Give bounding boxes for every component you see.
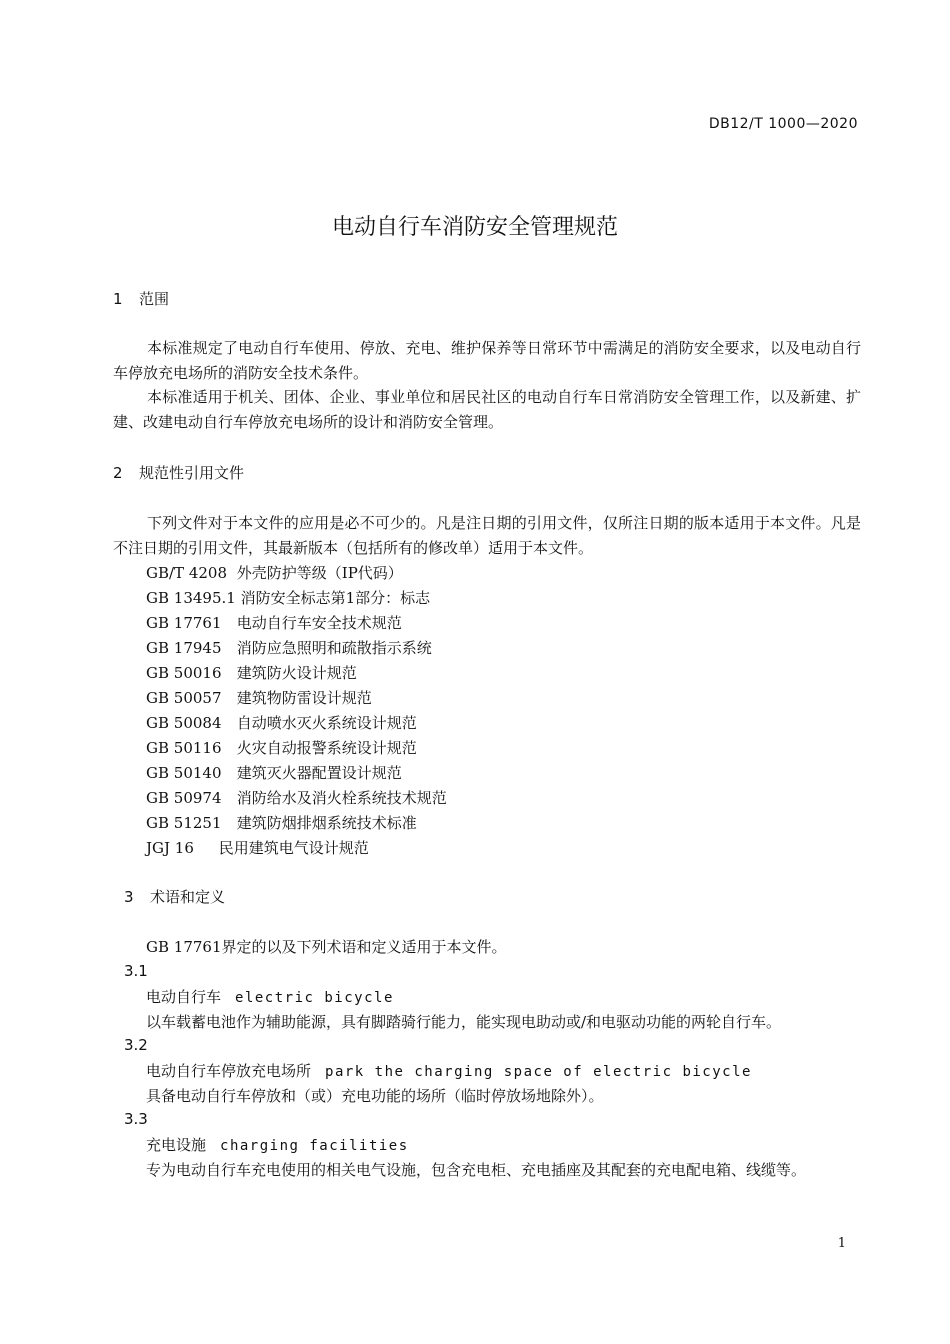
- term-definition: 具备电动自行车停放和（或）充电功能的场所（临时停放场地除外）。: [146, 1087, 604, 1105]
- document-title: 电动自行车消防安全管理规范: [331, 215, 618, 240]
- reference-item: [146, 637, 432, 658]
- reference-code: GB 50016: [146, 664, 222, 682]
- reference-code: GB 17945: [146, 639, 222, 657]
- reference-title: 火灾自动报警系统设计规范: [236, 739, 417, 757]
- section-title: 术语和定义: [150, 888, 226, 906]
- reference-code: JGJ 16: [146, 839, 194, 857]
- term-zh: 电动自行车: [146, 988, 222, 1006]
- reference-title: 消防应急照明和疏散指示系统: [236, 639, 432, 657]
- reference-item: [146, 562, 403, 583]
- reference-code: GB 50116: [146, 739, 222, 757]
- term-en: park the charging space of electric bicycle: [325, 1064, 752, 1080]
- term-zh: 充电设施: [146, 1136, 207, 1154]
- references-intro: 下列文件对于本文件的应用是必不可少的。凡是注日期的引用文件，仅所注日期的版本适用于本文件。凡是不注日期的引用文件，其最新版本（包括所有的修改单）适用于本文件。: [113, 514, 861, 557]
- term-definition: 以车载蓄电池作为辅助能源，具有脚踏骑行能力，能实现电助动或/和电驱动功能的两轮自行车。: [146, 1013, 782, 1031]
- reference-item: [146, 837, 369, 858]
- reference-item: [146, 612, 402, 633]
- reference-item: [146, 737, 417, 758]
- reference-title: 自动喷水灭火系统设计规范: [236, 714, 417, 732]
- scope-paragraph-2: 本标准适用于机关、团体、企业、事业单位和居民社区的电动自行车日常消防安全管理工作，以及新建、扩建、改建电动自行车停放充电场所的设计和消防安全管理。: [113, 388, 861, 431]
- term-definition: 专为电动自行车充电使用的相关电气设施，包含充电柜、充电插座及其配套的充电配电箱、线缆等。: [146, 1161, 807, 1179]
- reference-item: [146, 787, 447, 808]
- term-name: [146, 1060, 752, 1081]
- reference-item: [146, 812, 417, 833]
- reference-title: 建筑防烟排烟系统技术标准: [236, 814, 417, 832]
- section-1-heading: [113, 288, 169, 309]
- reference-item: [146, 687, 372, 708]
- section-title: 范围: [139, 290, 170, 308]
- term-number: 3.3: [124, 1110, 148, 1128]
- reference-title: 建筑物防雷设计规范: [236, 689, 372, 707]
- scope-paragraph-1: 本标准规定了电动自行车使用、停放、充电、维护保养等日常环节中需满足的消防安全要求，以及电动自行车停放充电场所的消防安全技术条件。: [113, 339, 861, 382]
- reference-code: GB 50140: [146, 764, 222, 782]
- term-en: charging facilities: [220, 1138, 409, 1154]
- reference-item: [146, 587, 430, 608]
- reference-code: GB/T 4208: [146, 564, 228, 582]
- reference-code: GB 50057: [146, 689, 222, 707]
- page-number: 1: [837, 1236, 846, 1251]
- standard-id: DB12/T 1000—2020: [708, 116, 858, 132]
- reference-title: 电动自行车安全技术规范: [236, 614, 402, 632]
- section-2-heading: [113, 462, 244, 483]
- reference-code: GB 13495.1: [146, 589, 236, 607]
- reference-title: 建筑灭火器配置设计规范: [236, 764, 402, 782]
- term-zh: 电动自行车停放充电场所: [146, 1062, 312, 1080]
- term-en: electric bicycle: [235, 990, 394, 1006]
- term-number: 3.2: [124, 1036, 148, 1054]
- reference-title: 民用建筑电气设计规范: [218, 839, 369, 857]
- reference-code: GB 50974: [146, 789, 222, 807]
- term-number: 3.1: [124, 962, 148, 980]
- reference-code: GB 17761: [146, 614, 222, 632]
- reference-code: GB 50084: [146, 714, 222, 732]
- reference-title: 消防安全标志第1部分：标志: [240, 589, 431, 607]
- terms-intro: GB 17761界定的以及下列术语和定义适用于本文件。: [146, 938, 507, 956]
- reference-item: [146, 712, 417, 733]
- reference-title: 消防给水及消火栓系统技术规范: [236, 789, 447, 807]
- section-number: 1: [113, 290, 123, 308]
- reference-code: GB 51251: [146, 814, 222, 832]
- section-3-heading: [124, 886, 225, 907]
- term-name: [146, 986, 394, 1007]
- section-title: 规范性引用文件: [139, 464, 245, 482]
- reference-title: 建筑防火设计规范: [236, 664, 357, 682]
- reference-item: [146, 762, 402, 783]
- section-number: 3: [124, 888, 134, 906]
- reference-title: 外壳防护等级（IP代码）: [236, 564, 403, 582]
- term-name: [146, 1134, 409, 1155]
- reference-item: [146, 662, 357, 683]
- section-number: 2: [113, 464, 123, 482]
